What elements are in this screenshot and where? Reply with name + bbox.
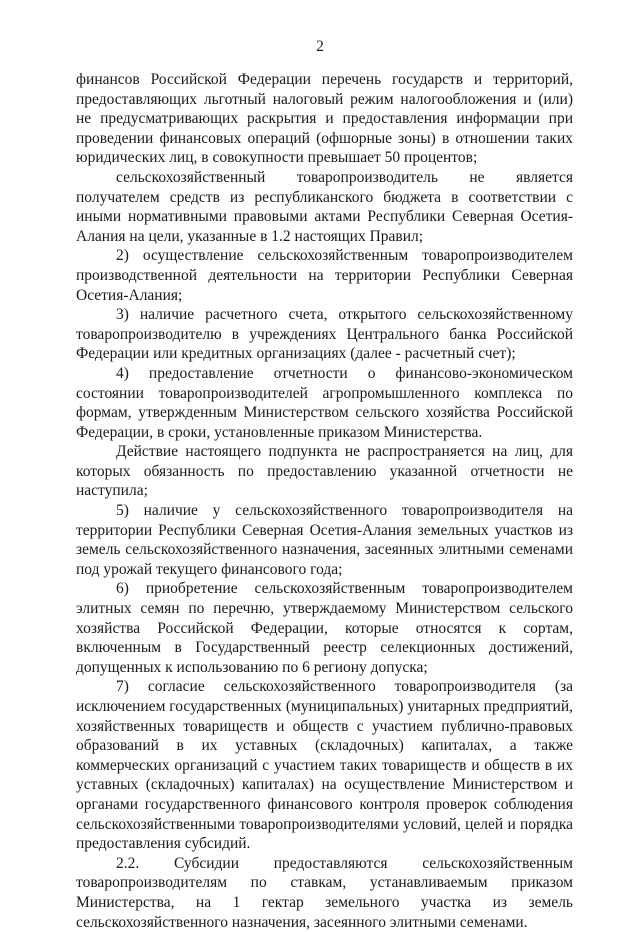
page-number: 2 (316, 38, 324, 55)
paragraph-not-budget-recipient: сельскохозяйственный товаропроизводитель не является получателем средств из республиканского бюджета в соответствии с иными нормативными правовыми актами Республики Северная Осетия-Алания на цели, указанные в 1.2 настоящих Правил; (76, 168, 573, 245)
paragraph-offshore-continuation: финансов Российской Федерации перечень государств и территорий, предоставляющих льготный налоговый режим налогообложения и (или) не предусматривающих раскрытия и предоставления информации при проведении финансовых операций (офшорные зоны) в отношении таких юридических лиц, в совокупности превышает 50 процентов; (76, 71, 573, 167)
paragraph-condition-2: 2) осуществление сельскохозяйственным товаропроизводителем производственной деятельности на территории Республики Северная Осетия-Алания; (76, 247, 573, 304)
document-body (76, 70, 573, 932)
paragraph-condition-6: 6) приобретение сельскохозяйственным товаропроизводителем элитных семян по перечню, утверждаемому Министерством сельского хозяйства Российской Федерации, которые относятся к сортам, включенным в Государственный реестр селекционных достижений, допущенных к использованию по 6 региону допуска; (76, 580, 573, 676)
paragraph-section-2-2: 2.2. Субсидии предоставляются сельскохозяйственным товаропроизводителям по ставкам, устанавливаемым приказом Министерства, на 1 гектар земельного участка из земель сельскохозяйственного назначения, засеянного элитными семенами. (76, 854, 573, 931)
paragraph-condition-4: 4) предоставление отчетности о финансово-экономическом состоянии товаропроизводителей агропромышленного комплекса по формам, утвержденным Министерством сельского хозяйства Российской Федерации, в сроки, установленные приказом Министерства. (76, 364, 573, 441)
paragraph-condition-4-note: Действие настоящего подпункта не распространяется на лиц, для которых обязанность по предоставлению указанной отчетности не наступила; (76, 443, 573, 500)
paragraph-condition-5: 5) наличие у сельскохозяйственного товаропроизводителя на территории Республики Северная Осетия-Алания земельных участков из земель сельскохозяйственного назначения, засеянных элитными семенами под урожай текущего финансового года; (76, 502, 573, 578)
paragraph-condition-7: 7) согласие сельскохозяйственного товаропроизводителя (за исключением государственных (муниципальных) унитарных предприятий, хозяйственных товариществ и обществ с участием публично-правовых образований в их уставных (складочных) капиталах, а также коммерческих организаций с участием таких товариществ и обществ в их уставных (складочных) капиталах) на осуществление Министерством и органами государственного финансового контроля проверок соблюдения сельскохозяйственными товаропроизводителями условий, целей и порядка предоставления субсидий. (76, 678, 573, 853)
paragraph-condition-3: 3) наличие расчетного счета, открытого сельскохозяйственному товаропроизводителю в учреждениях Центрального банка Российской Федерации или кредитных организациях (далее - расчетный счет); (76, 306, 573, 363)
